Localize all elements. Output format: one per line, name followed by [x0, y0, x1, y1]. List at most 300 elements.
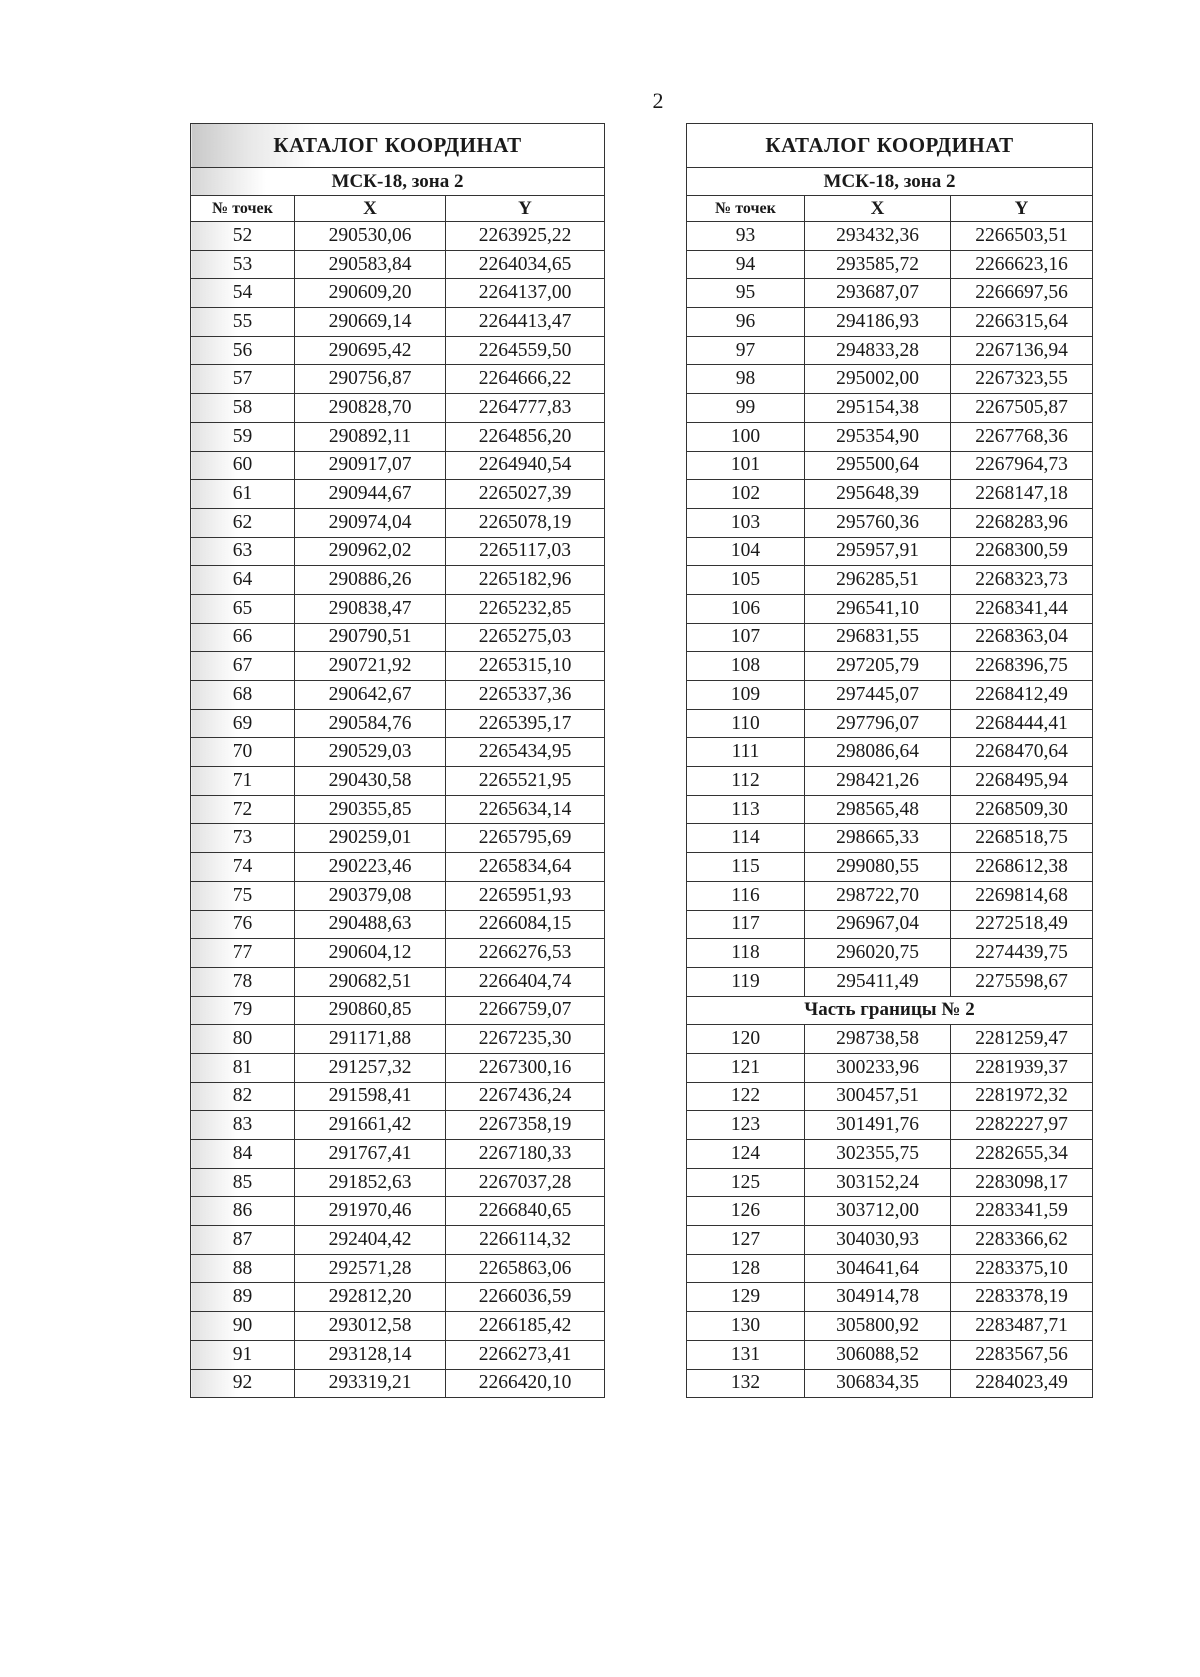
point-number-cell: 126	[687, 1197, 805, 1226]
section-separator	[687, 996, 1093, 1025]
table-row	[687, 967, 1093, 996]
catalog-title: КАТАЛОГ КООРДИНАТ	[687, 124, 1093, 168]
y-coordinate-cell: 2268612,38	[951, 853, 1093, 882]
y-coordinate-cell: 2265275,03	[446, 623, 605, 652]
table-row	[687, 824, 1093, 853]
y-coordinate-cell: 2265027,39	[446, 480, 605, 509]
y-coordinate-cell: 2283487,71	[951, 1312, 1093, 1341]
y-coordinate-cell: 2264856,20	[446, 422, 605, 451]
y-coordinate-cell: 2265315,10	[446, 652, 605, 681]
y-coordinate-cell: 2268341,44	[951, 594, 1093, 623]
point-number-cell: 106	[687, 594, 805, 623]
y-coordinate-cell: 2266315,64	[951, 308, 1093, 337]
x-coordinate-cell: 295154,38	[805, 394, 951, 423]
x-coordinate-cell: 290604,12	[295, 939, 446, 968]
y-coordinate-cell: 2265078,19	[446, 508, 605, 537]
y-coordinate-cell: 2264777,83	[446, 394, 605, 423]
table-row	[687, 336, 1093, 365]
y-coordinate-cell: 2283375,10	[951, 1254, 1093, 1283]
x-coordinate-cell: 299080,55	[805, 853, 951, 882]
table-row	[687, 365, 1093, 394]
y-coordinate-cell: 2265395,17	[446, 709, 605, 738]
table-row	[687, 451, 1093, 480]
table-row	[687, 508, 1093, 537]
x-coordinate-cell: 290259,01	[295, 824, 446, 853]
point-number-cell: 54	[191, 279, 295, 308]
x-coordinate-cell: 291171,88	[295, 1025, 446, 1054]
y-coordinate-cell: 2265795,69	[446, 824, 605, 853]
x-coordinate-cell: 290974,04	[295, 508, 446, 537]
x-coordinate-cell: 305800,92	[805, 1312, 951, 1341]
x-coordinate-cell: 292812,20	[295, 1283, 446, 1312]
table-row	[191, 1053, 605, 1082]
x-coordinate-cell: 290488,63	[295, 910, 446, 939]
table-row	[687, 1197, 1093, 1226]
x-coordinate-cell: 296541,10	[805, 594, 951, 623]
point-number-cell: 56	[191, 336, 295, 365]
point-number-cell: 113	[687, 795, 805, 824]
point-number-cell: 97	[687, 336, 805, 365]
x-coordinate-cell: 292571,28	[295, 1254, 446, 1283]
point-number-cell: 62	[191, 508, 295, 537]
x-coordinate-cell: 296831,55	[805, 623, 951, 652]
point-number-cell: 79	[191, 996, 295, 1025]
x-coordinate-cell: 296285,51	[805, 566, 951, 595]
point-number-cell: 120	[687, 1025, 805, 1054]
x-coordinate-cell: 290669,14	[295, 308, 446, 337]
table-row	[687, 480, 1093, 509]
point-number-cell: 129	[687, 1283, 805, 1312]
catalog-title: КАТАЛОГ КООРДИНАТ	[191, 124, 605, 168]
y-coordinate-cell: 2268283,96	[951, 508, 1093, 537]
x-coordinate-cell: 290583,84	[295, 250, 446, 279]
point-number-cell: 69	[191, 709, 295, 738]
point-number-cell: 58	[191, 394, 295, 423]
y-coordinate-cell: 2281972,32	[951, 1082, 1093, 1111]
y-coordinate-cell: 2264666,22	[446, 365, 605, 394]
y-coordinate-cell: 2269814,68	[951, 881, 1093, 910]
y-coordinate-cell: 2283341,59	[951, 1197, 1093, 1226]
table-row	[191, 422, 605, 451]
coordinate-catalog-right	[686, 123, 1093, 1398]
x-coordinate-cell: 290682,51	[295, 967, 446, 996]
table-row	[191, 1283, 605, 1312]
x-coordinate-cell: 293432,36	[805, 222, 951, 251]
table-row	[687, 881, 1093, 910]
y-coordinate-cell: 2266404,74	[446, 967, 605, 996]
x-coordinate-cell: 300233,96	[805, 1053, 951, 1082]
table-row	[191, 1312, 605, 1341]
point-number-cell: 80	[191, 1025, 295, 1054]
y-coordinate-cell: 2268396,75	[951, 652, 1093, 681]
table-row	[687, 1226, 1093, 1255]
y-coordinate-cell: 2267323,55	[951, 365, 1093, 394]
y-coordinate-cell: 2267358,19	[446, 1111, 605, 1140]
table-row	[191, 1226, 605, 1255]
left-table-body	[191, 222, 605, 1398]
table-row	[687, 939, 1093, 968]
point-number-cell: 86	[191, 1197, 295, 1226]
point-number-cell: 93	[687, 222, 805, 251]
y-coordinate-cell: 2282227,97	[951, 1111, 1093, 1140]
x-coordinate-cell: 290695,42	[295, 336, 446, 365]
y-coordinate-cell: 2265182,96	[446, 566, 605, 595]
y-coordinate-cell: 2265951,93	[446, 881, 605, 910]
x-coordinate-cell: 292404,42	[295, 1226, 446, 1255]
x-coordinate-cell: 291257,32	[295, 1053, 446, 1082]
table-row	[687, 1053, 1093, 1082]
table-row	[687, 1140, 1093, 1169]
y-coordinate-cell: 2264559,50	[446, 336, 605, 365]
point-number-cell: 78	[191, 967, 295, 996]
table-row	[687, 853, 1093, 882]
table-row	[191, 623, 605, 652]
point-number-cell: 64	[191, 566, 295, 595]
x-coordinate-cell: 297445,07	[805, 681, 951, 710]
point-number-cell: 130	[687, 1312, 805, 1341]
x-coordinate-cell: 290642,67	[295, 681, 446, 710]
table-row	[687, 738, 1093, 767]
y-coordinate-cell: 2265337,36	[446, 681, 605, 710]
point-number-cell: 91	[191, 1340, 295, 1369]
table-row	[687, 279, 1093, 308]
y-coordinate-cell: 2283366,62	[951, 1226, 1093, 1255]
y-coordinate-cell: 2265434,95	[446, 738, 605, 767]
table-row	[687, 652, 1093, 681]
y-coordinate-cell: 2266840,65	[446, 1197, 605, 1226]
table-row	[191, 1082, 605, 1111]
x-coordinate-cell: 306088,52	[805, 1340, 951, 1369]
x-coordinate-cell: 291852,63	[295, 1168, 446, 1197]
y-coordinate-cell: 2281939,37	[951, 1053, 1093, 1082]
y-coordinate-cell: 2268300,59	[951, 537, 1093, 566]
table-row	[687, 681, 1093, 710]
y-coordinate-cell: 2268363,04	[951, 623, 1093, 652]
right-table-body-part1	[687, 222, 1093, 997]
x-coordinate-cell: 290892,11	[295, 422, 446, 451]
point-number-cell: 132	[687, 1369, 805, 1398]
x-coordinate-cell: 298722,70	[805, 881, 951, 910]
point-number-cell: 107	[687, 623, 805, 652]
x-coordinate-cell: 294833,28	[805, 336, 951, 365]
table-row	[687, 537, 1093, 566]
table-row	[687, 767, 1093, 796]
table-row	[191, 222, 605, 251]
point-number-cell: 101	[687, 451, 805, 480]
x-coordinate-cell: 290609,20	[295, 279, 446, 308]
y-coordinate-cell: 2266697,56	[951, 279, 1093, 308]
table-row	[687, 1283, 1093, 1312]
y-coordinate-cell: 2284023,49	[951, 1369, 1093, 1398]
table-row	[687, 1340, 1093, 1369]
point-number-cell: 92	[191, 1369, 295, 1398]
point-number-cell: 89	[191, 1283, 295, 1312]
y-coordinate-cell: 2267768,36	[951, 422, 1093, 451]
x-coordinate-cell: 290355,85	[295, 795, 446, 824]
x-coordinate-cell: 295354,90	[805, 422, 951, 451]
point-number-cell: 94	[687, 250, 805, 279]
point-number-cell: 117	[687, 910, 805, 939]
column-header-y: Y	[446, 196, 605, 222]
point-number-cell: 103	[687, 508, 805, 537]
table-row	[191, 1168, 605, 1197]
table-row	[191, 1369, 605, 1398]
point-number-cell: 115	[687, 853, 805, 882]
y-coordinate-cell: 2265834,64	[446, 853, 605, 882]
point-number-cell: 83	[191, 1111, 295, 1140]
x-coordinate-cell: 290944,67	[295, 480, 446, 509]
y-coordinate-cell: 2281259,47	[951, 1025, 1093, 1054]
point-number-cell: 82	[191, 1082, 295, 1111]
x-coordinate-cell: 290860,85	[295, 996, 446, 1025]
table-row	[191, 939, 605, 968]
y-coordinate-cell: 2267235,30	[446, 1025, 605, 1054]
y-coordinate-cell: 2266273,41	[446, 1340, 605, 1369]
x-coordinate-cell: 304914,78	[805, 1283, 951, 1312]
table-row	[191, 709, 605, 738]
table-row	[687, 1111, 1093, 1140]
table-row	[687, 795, 1093, 824]
table-row	[687, 1369, 1093, 1398]
table-row	[191, 996, 605, 1025]
point-number-cell: 118	[687, 939, 805, 968]
point-number-cell: 74	[191, 853, 295, 882]
x-coordinate-cell: 293585,72	[805, 250, 951, 279]
y-coordinate-cell: 2268495,94	[951, 767, 1093, 796]
y-coordinate-cell: 2265232,85	[446, 594, 605, 623]
y-coordinate-cell: 2265117,03	[446, 537, 605, 566]
table-row	[191, 910, 605, 939]
y-coordinate-cell: 2268323,73	[951, 566, 1093, 595]
x-coordinate-cell: 290917,07	[295, 451, 446, 480]
point-number-cell: 122	[687, 1082, 805, 1111]
column-header-x: X	[805, 196, 951, 222]
x-coordinate-cell: 290790,51	[295, 623, 446, 652]
point-number-cell: 70	[191, 738, 295, 767]
table-row	[191, 1254, 605, 1283]
point-number-cell: 87	[191, 1226, 295, 1255]
point-number-cell: 99	[687, 394, 805, 423]
y-coordinate-cell: 2265634,14	[446, 795, 605, 824]
table-row	[191, 451, 605, 480]
point-number-cell: 96	[687, 308, 805, 337]
point-number-cell: 88	[191, 1254, 295, 1283]
y-coordinate-cell: 2268412,49	[951, 681, 1093, 710]
x-coordinate-cell: 290838,47	[295, 594, 446, 623]
table-row	[191, 308, 605, 337]
table-row	[191, 508, 605, 537]
y-coordinate-cell: 2267436,24	[446, 1082, 605, 1111]
y-coordinate-cell: 2267136,94	[951, 336, 1093, 365]
point-number-cell: 128	[687, 1254, 805, 1283]
point-number-cell: 81	[191, 1053, 295, 1082]
table-row	[191, 1197, 605, 1226]
point-number-cell: 53	[191, 250, 295, 279]
column-header-x: X	[295, 196, 446, 222]
y-coordinate-cell: 2268509,30	[951, 795, 1093, 824]
table-row	[191, 480, 605, 509]
table-row	[191, 594, 605, 623]
point-number-cell: 61	[191, 480, 295, 509]
x-coordinate-cell: 293128,14	[295, 1340, 446, 1369]
x-coordinate-cell: 295411,49	[805, 967, 951, 996]
point-number-cell: 60	[191, 451, 295, 480]
x-coordinate-cell: 291598,41	[295, 1082, 446, 1111]
x-coordinate-cell: 295648,39	[805, 480, 951, 509]
y-coordinate-cell: 2268518,75	[951, 824, 1093, 853]
table-row	[191, 1111, 605, 1140]
point-number-cell: 131	[687, 1340, 805, 1369]
table-row	[687, 594, 1093, 623]
x-coordinate-cell: 290756,87	[295, 365, 446, 394]
table-row	[191, 824, 605, 853]
table-row	[191, 394, 605, 423]
table-row	[191, 250, 605, 279]
point-number-cell: 125	[687, 1168, 805, 1197]
y-coordinate-cell: 2267180,33	[446, 1140, 605, 1169]
coordinate-catalog-left	[190, 123, 605, 1398]
table-row	[687, 308, 1093, 337]
point-number-cell: 105	[687, 566, 805, 595]
x-coordinate-cell: 290530,06	[295, 222, 446, 251]
y-coordinate-cell: 2268444,41	[951, 709, 1093, 738]
point-number-cell: 84	[191, 1140, 295, 1169]
y-coordinate-cell: 2264137,00	[446, 279, 605, 308]
point-number-cell: 75	[191, 881, 295, 910]
table-row	[191, 652, 605, 681]
table-row	[687, 222, 1093, 251]
table-row	[687, 1312, 1093, 1341]
y-coordinate-cell: 2282655,34	[951, 1140, 1093, 1169]
point-number-cell: 110	[687, 709, 805, 738]
table-row	[191, 537, 605, 566]
table-row	[687, 910, 1093, 939]
y-coordinate-cell: 2265863,06	[446, 1254, 605, 1283]
table-row	[191, 1340, 605, 1369]
table-row	[191, 365, 605, 394]
point-number-cell: 123	[687, 1111, 805, 1140]
table-row	[191, 681, 605, 710]
point-number-cell: 90	[191, 1312, 295, 1341]
x-coordinate-cell: 298565,48	[805, 795, 951, 824]
point-number-cell: 112	[687, 767, 805, 796]
point-number-cell: 114	[687, 824, 805, 853]
x-coordinate-cell: 296967,04	[805, 910, 951, 939]
x-coordinate-cell: 291970,46	[295, 1197, 446, 1226]
table-row	[191, 566, 605, 595]
y-coordinate-cell: 2267037,28	[446, 1168, 605, 1197]
table-row	[687, 1025, 1093, 1054]
table-row	[191, 336, 605, 365]
x-coordinate-cell: 290886,26	[295, 566, 446, 595]
point-number-cell: 116	[687, 881, 805, 910]
table-row	[191, 881, 605, 910]
x-coordinate-cell: 303152,24	[805, 1168, 951, 1197]
point-number-cell: 102	[687, 480, 805, 509]
y-coordinate-cell: 2283378,19	[951, 1283, 1093, 1312]
table-row	[687, 709, 1093, 738]
x-coordinate-cell: 290379,08	[295, 881, 446, 910]
point-number-cell: 59	[191, 422, 295, 451]
point-number-cell: 66	[191, 623, 295, 652]
table-row	[687, 1168, 1093, 1197]
x-coordinate-cell: 294186,93	[805, 308, 951, 337]
x-coordinate-cell: 306834,35	[805, 1369, 951, 1398]
y-coordinate-cell: 2266623,16	[951, 250, 1093, 279]
table-row	[191, 1140, 605, 1169]
y-coordinate-cell: 2275598,67	[951, 967, 1093, 996]
y-coordinate-cell: 2264034,65	[446, 250, 605, 279]
y-coordinate-cell: 2283098,17	[951, 1168, 1093, 1197]
y-coordinate-cell: 2266759,07	[446, 996, 605, 1025]
point-number-cell: 111	[687, 738, 805, 767]
table-row	[687, 1082, 1093, 1111]
table-row	[191, 767, 605, 796]
y-coordinate-cell: 2266185,42	[446, 1312, 605, 1341]
y-coordinate-cell: 2267300,16	[446, 1053, 605, 1082]
table-row	[191, 795, 605, 824]
x-coordinate-cell: 297796,07	[805, 709, 951, 738]
table-row	[191, 853, 605, 882]
point-number-cell: 67	[191, 652, 295, 681]
y-coordinate-cell: 2265521,95	[446, 767, 605, 796]
point-number-cell: 127	[687, 1226, 805, 1255]
y-coordinate-cell: 2272518,49	[951, 910, 1093, 939]
x-coordinate-cell: 291767,41	[295, 1140, 446, 1169]
table-row	[687, 623, 1093, 652]
x-coordinate-cell: 298665,33	[805, 824, 951, 853]
x-coordinate-cell: 296020,75	[805, 939, 951, 968]
x-coordinate-cell: 304030,93	[805, 1226, 951, 1255]
x-coordinate-cell: 293012,58	[295, 1312, 446, 1341]
page-number: 2	[652, 88, 664, 113]
point-number-cell: 119	[687, 967, 805, 996]
column-header-y: Y	[951, 196, 1093, 222]
point-number-cell: 121	[687, 1053, 805, 1082]
point-number-cell: 72	[191, 795, 295, 824]
y-coordinate-cell: 2266503,51	[951, 222, 1093, 251]
table-row	[687, 566, 1093, 595]
point-number-cell: 108	[687, 652, 805, 681]
coordinate-system: МСК-18, зона 2	[687, 168, 1093, 196]
x-coordinate-cell: 303712,00	[805, 1197, 951, 1226]
x-coordinate-cell: 290430,58	[295, 767, 446, 796]
point-number-cell: 124	[687, 1140, 805, 1169]
y-coordinate-cell: 2267964,73	[951, 451, 1093, 480]
point-number-cell: 109	[687, 681, 805, 710]
table-row	[191, 967, 605, 996]
coordinate-system: МСК-18, зона 2	[191, 168, 605, 196]
x-coordinate-cell: 290962,02	[295, 537, 446, 566]
point-number-cell: 104	[687, 537, 805, 566]
point-number-cell: 77	[191, 939, 295, 968]
y-coordinate-cell: 2266036,59	[446, 1283, 605, 1312]
point-number-cell: 68	[191, 681, 295, 710]
table-row	[191, 738, 605, 767]
x-coordinate-cell: 301491,76	[805, 1111, 951, 1140]
x-coordinate-cell: 295500,64	[805, 451, 951, 480]
x-coordinate-cell: 295002,00	[805, 365, 951, 394]
x-coordinate-cell: 295957,91	[805, 537, 951, 566]
point-number-cell: 71	[191, 767, 295, 796]
point-number-cell: 65	[191, 594, 295, 623]
table-row	[191, 279, 605, 308]
point-number-cell: 52	[191, 222, 295, 251]
x-coordinate-cell: 290529,03	[295, 738, 446, 767]
x-coordinate-cell: 297205,79	[805, 652, 951, 681]
x-coordinate-cell: 290828,70	[295, 394, 446, 423]
point-number-cell: 76	[191, 910, 295, 939]
